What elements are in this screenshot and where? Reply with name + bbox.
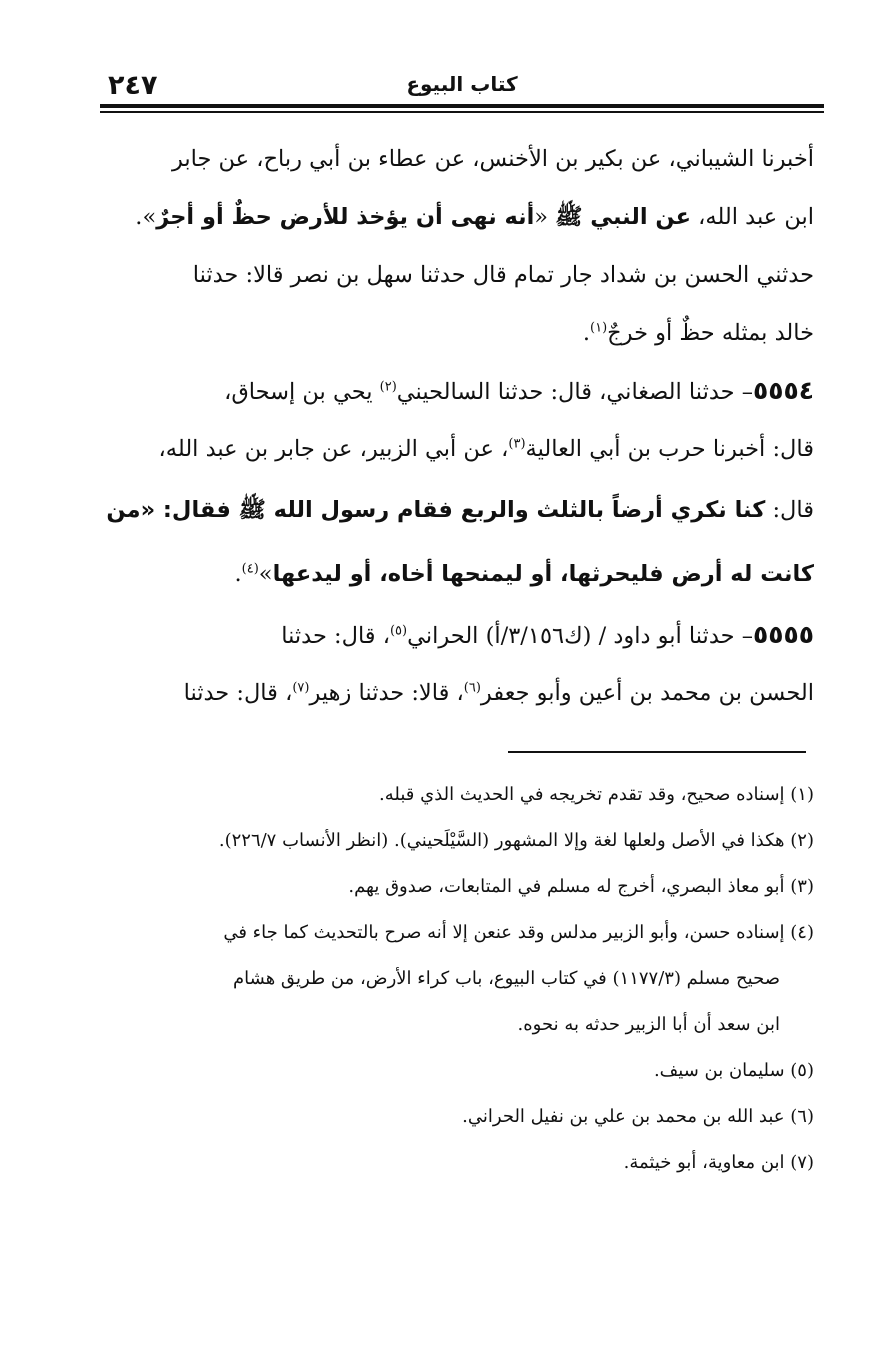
footnote-ref: (٥) [389,623,408,639]
footnote-4-continued: ابن سعد أن أبا الزبير حدثه به نحوه. [517,1014,780,1035]
hadith-5554-line: ٥٥٥٤– حدثنا الصغاني، قال: حدثنا السالحيني$^{(٢)}$ يحي بن إسحاق، [224,376,814,405]
header-rule-thick [100,104,824,108]
footnote-ref: (٦) [463,680,481,696]
footnote-ref: (١) [590,320,608,336]
footnote-1: (١) إسناده صحيح، وقد تقدم تخريجه في الحديث الذي قبله. [379,784,814,805]
text-line-2: ابن عبد الله، عن النبي ﷺ «أنه نهى أن يؤخذ للأرض حظٌ أو أجرٌ». [135,204,814,230]
footnote-ref: (٣) [508,436,526,452]
hadith-number: ٥٥٥٥ [752,620,814,649]
footnote-7: (٧) ابن معاوية، أبو خيثمة. [623,1152,814,1173]
footnote-ref: (٧) [292,680,310,696]
hadith-5555-line: ٥٥٥٥– حدثنا أبو داود / (ك٣/١٥٦/أ) الحراني$^{(٥)}$، قال: حدثنا [281,620,814,649]
footnote-3: (٣) أبو معاذ البصري، أخرج له مسلم في المتابعات، صدوق يهم. [348,876,814,897]
footnote-4: (٤) إسناده حسن، وأبو الزبير مدلس وقد عنعن إلا أنه صرح بالتحديث كما جاء في [223,922,814,943]
page-header [100,64,824,116]
header-rule-thin [100,111,824,113]
text-line-4: خالد بمثله حظٌ أو خرجٌ$^{(١)}$. [582,320,814,346]
footnote-ref: (٢) [379,379,397,395]
footnote-separator [508,751,806,753]
text-line-7: قال: كنا نكري أرضاً بالثلث والربع فقام رسول الله ﷺ فقال: «من [106,497,814,523]
running-title: كتاب البيوع [406,72,518,96]
text-line-6: قال: أخبرنا حرب بن أبي العالية$^{(٣)}$، عن أبي الزبير، عن جابر بن عبد الله، [158,436,814,462]
footnote-2: (٢) هكذا في الأصل ولعلها لغة وإلا المشهور (السَّيْلَحيني). (انظر الأنساب ٢٢٦/٧). [218,830,814,851]
text-line-1: أخبرنا الشيباني، عن بكير بن الأخنس، عن عطاء بن أبي رباح، عن جابر [171,146,814,172]
hadith-number: ٥٥٥٤ [752,376,814,405]
hadith-matn: كانت له أرض فليحرثها، أو ليمنحها أخاه، أو ليدعها [272,561,814,587]
hadith-matn: كنا نكري أرضاً بالثلث والربع فقام رسول الله ﷺ فقال: «من [106,497,766,523]
page-number: ٢٤٧ [108,70,158,101]
footnote-6: (٦) عبد الله بن محمد بن علي بن نفيل الحراني. [462,1106,814,1127]
text-line-3: حدثني الحسن بن شداد جار تمام قال حدثنا سهل بن نصر قالا: حدثنا [192,262,814,288]
footnote-4-continued: صحيح مسلم (١١٧٧/٣) في كتاب البيوع، باب كراء الأرض، من طريق هشام [233,968,780,989]
main-text [100,130,814,722]
footnote-5: (٥) سليمان بن سيف. [653,1060,814,1081]
text-line-10: الحسن بن محمد بن أعين وأبو جعفر$^{(٦)}$، قالا: حدثنا زهير$^{(٧)}$، قال: حدثنا [183,680,814,706]
hadith-matn: أنه نهى أن يؤخذ للأرض حظٌ أو أجرٌ [156,204,535,230]
footnotes [100,772,814,1186]
text-line-8: كانت له أرض فليحرثها، أو ليمنحها أخاه، أو ليدعها»$^{(٤)}$. [234,561,814,587]
footnote-ref: (٤) [241,561,259,577]
